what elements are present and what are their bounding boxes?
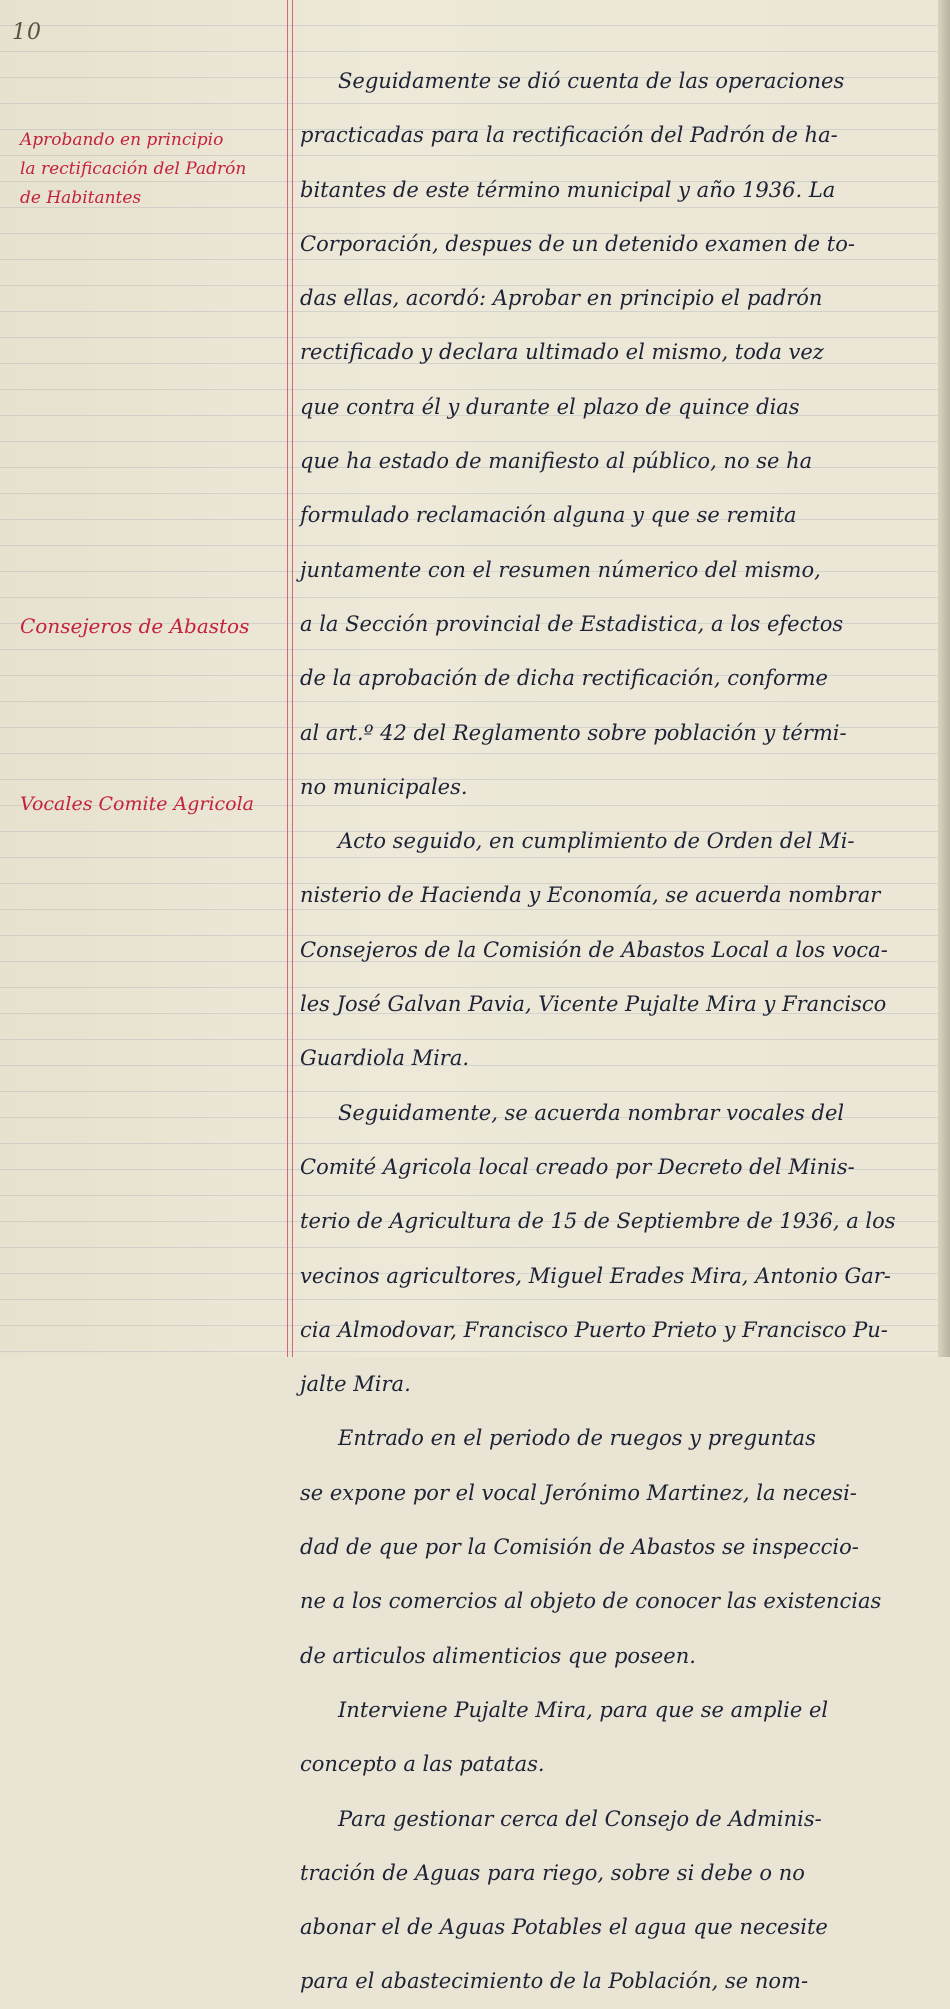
text-line: Acto seguido, en cumplimiento de Orden del Mi-: [338, 829, 855, 854]
text-line: no municipales.: [300, 774, 468, 799]
text-line: das ellas, acordó: Aprobar en principio el padrón: [300, 286, 823, 311]
minutes-body: [300, 54, 935, 2009]
text-line: dad de que por la Comisión de Abastos se inspeccio-: [300, 1535, 859, 1560]
text-line: Interviene Pujalte Mira, para que se amplie el: [338, 1697, 829, 1722]
margin-note-line: la rectificación del Padrón: [20, 159, 247, 179]
margin-rule: [292, 0, 293, 1357]
text-line: Entrado en el periodo de ruegos y preguntas: [338, 1426, 816, 1451]
margin-rule: [287, 0, 288, 1357]
text-line: practicadas para la rectificación del Padrón de ha-: [300, 123, 838, 148]
margin-note-line: Consejeros de Abastos: [20, 614, 250, 638]
text-line: concepto a las patatas.: [300, 1752, 545, 1777]
text-line: ne a los comercios al objeto de conocer las existencias: [300, 1589, 882, 1614]
margin-note-line: Aprobando en principio: [20, 130, 224, 150]
text-line: nisterio de Hacienda y Economía, se acuerda nombrar: [300, 883, 881, 908]
text-line: Comité Agricola local creado por Decreto del Minis-: [300, 1154, 855, 1179]
text-line: Seguidamente, se acuerda nombrar vocales del: [338, 1100, 845, 1125]
text-line: que ha estado de manifiesto al público, no se ha: [300, 449, 813, 474]
text-line: para el abastecimiento de la Población, se nom-: [300, 1969, 809, 1994]
margin-note-line: de Habitantes: [20, 188, 142, 208]
text-line: cia Almodovar, Francisco Puerto Prieto y Francisco Pu-: [300, 1317, 888, 1342]
text-line: que contra él y durante el plazo de quince dias: [300, 394, 800, 419]
text-line: de la aprobación de dicha rectificación, conforme: [300, 666, 828, 691]
text-line: rectificado y declara ultimado el mismo, toda vez: [300, 340, 824, 365]
text-line: les José Galvan Pavia, Vicente Pujalte Mira y Francisco: [300, 992, 887, 1017]
text-line: al art.º 42 del Reglamento sobre población y térmi-: [300, 720, 847, 745]
text-line: juntamente con el resumen númerico del mismo,: [300, 557, 821, 582]
margin-note-consejeros: [20, 612, 282, 641]
text-line: terio de Agricultura de 15 de Septiembre de 1936, a los: [300, 1209, 896, 1234]
text-line: Para gestionar cerca del Consejo de Adminis-: [338, 1806, 822, 1831]
text-line: se expone por el vocal Jerónimo Martinez, la necesi-: [300, 1480, 857, 1505]
text-line: a la Sección provincial de Estadistica, a los efectos: [300, 611, 844, 636]
page-edge: [938, 0, 950, 1357]
margin-note-vocales: [20, 790, 282, 819]
text-line: jalte Mira.: [300, 1372, 411, 1397]
margin-note-padron: [20, 126, 282, 213]
text-line: Corporación, despues de un detenido examen de to-: [300, 231, 855, 256]
text-line: de articulos alimenticios que poseen.: [300, 1643, 696, 1668]
text-line: tración de Aguas para riego, sobre si debe o no: [300, 1860, 805, 1885]
page-number: 10: [12, 20, 42, 45]
text-line: Guardiola Mira.: [300, 1046, 470, 1071]
text-line: Seguidamente se dió cuenta de las operaciones: [338, 69, 845, 93]
text-line: Consejeros de la Comisión de Abastos Local a los voca-: [300, 937, 888, 962]
text-line: formulado reclamación alguna y que se remita: [300, 503, 797, 528]
margin-note-line: Vocales Comite Agricola: [20, 793, 255, 815]
text-line: abonar el de Aguas Potables el agua que necesite: [300, 1915, 828, 1940]
text-line: bitantes de este término municipal y año 1936. La: [300, 177, 836, 202]
text-line: vecinos agricultores, Miguel Erades Mira, Antonio Gar-: [300, 1263, 891, 1288]
